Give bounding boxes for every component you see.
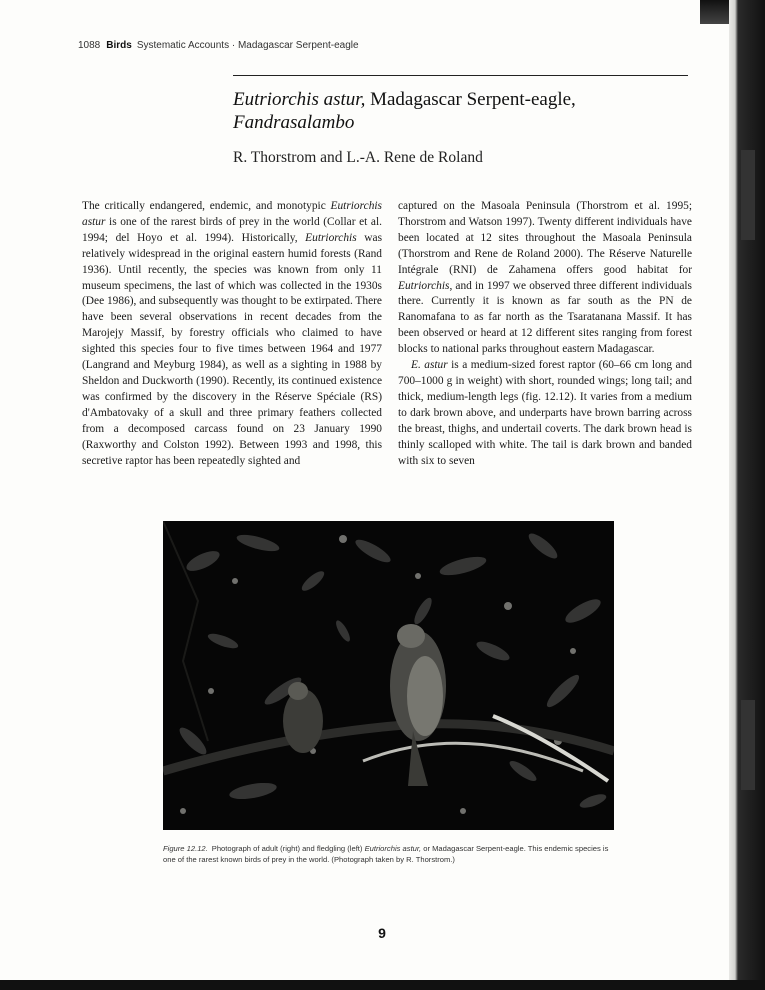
species-name: Eutriorchis astur xyxy=(82,200,382,228)
title-scientific-name: Eutriorchis astur, xyxy=(233,89,366,110)
page-number: 1088 xyxy=(78,40,101,51)
species-name: E. astur xyxy=(411,359,448,372)
forest-raptor-photo xyxy=(163,521,614,830)
text-run: , and in 1997 we observed three different individuals there. Currently it is known as far south as the PN de Ranomafana to as far north as the Tsaratanana Massif. It has been observed or heard at 12 different sites ranging from forest blocks to national parks throughout eastern Madagascar. xyxy=(398,279,692,356)
text-run: is one of the rarest birds of prey in the world (Collar et al. 1994; del Hoyo et al. 1994). Historically, xyxy=(82,215,382,244)
title-common-name: Madagascar Serpent-eagle, xyxy=(365,89,576,110)
article-authors: R. Thorstrom and L.-A. Rene de Roland xyxy=(233,149,483,166)
subsection-name: Systematic Accounts · Madagascar Serpent-eagle xyxy=(136,40,359,51)
paragraph xyxy=(82,199,382,469)
running-head xyxy=(78,40,359,51)
body-column-right xyxy=(398,199,692,469)
scan-edge-bottom xyxy=(0,980,765,990)
title-rule xyxy=(233,75,688,76)
text-run: was relatively widespread in the original eastern humid forests (Rand 1936). Until recently, the species was known from only 11 museum specimens, the last of which was collected in the 1930s (Dee 1986), and subsequently was thought to be extirpated. There have been several observations in recent decades from the Marojejy Massif, by forestry officials who claimed to have sighted this species four to five times between 1964 and 1977 (Langrand and Meyburg 1984), as well as a sighting in 1988 by Sheldon and Duckworth (1990). Recently, its continued existence was confirmed by the discovery in the Réserve Spéciale (RS) d'Ambatovaky of a skull and three primary feathers collected from a decomposed carcass found on 23 January 1990 (Raxworthy and Colston 1992). Between 1993 and 1998, this secretive raptor has been repeatedly sighted and xyxy=(82,231,382,467)
text-run: captured on the Masoala Peninsula (Thorstrom et al. 1995; Thorstrom and Watson 1997). Twenty different individuals have been located at 12 sites throughout the Masoala Peninsula (Thorstrom and Rene de Roland 2000). The Réserve Naturelle Intégrale (RNI) de Zahamena offers good habitat for xyxy=(398,200,692,276)
body-column-left xyxy=(82,199,382,469)
caption-species: Eutriorchis astur, xyxy=(364,844,422,853)
text-run: is a medium-sized forest raptor (60–66 cm long and 700–1000 g in weight) with short, rounded wings; long tail; and thick, medium-length legs (fig. 12.12). It varies from a medium to dark brown above, and underparts have brown barring across the breast, thighs, and undertail coverts. The dark brown head is thinly scalloped with white. The tail is dark brown and banded with six to seven xyxy=(398,359,692,467)
paragraph xyxy=(398,358,692,469)
genus-name: Eutriorchis xyxy=(305,231,357,244)
scan-shadow xyxy=(741,150,755,240)
title-local-name: Fandrasalambo xyxy=(233,112,355,133)
article-title xyxy=(233,88,673,134)
paragraph xyxy=(398,199,692,358)
scan-shadow xyxy=(741,700,755,790)
folio-number: 9 xyxy=(378,925,386,941)
text-run: The critically endangered, endemic, and monotypic xyxy=(82,200,331,212)
figure-label: Figure 12.12. xyxy=(163,844,208,853)
section-name: Birds xyxy=(106,40,132,51)
genus-name: Eutriorchis xyxy=(398,279,450,292)
scan-edge-right xyxy=(729,0,765,990)
figure-caption xyxy=(163,843,614,865)
figure-photograph xyxy=(163,521,614,830)
caption-text: or Madagascar Serpent-eagle. This endemic species is one of the rarest known birds of prey in the world. (Photograph taken by R. Thorstrom.) xyxy=(163,844,609,864)
caption-text: Photograph of adult (right) and fledgling (left) xyxy=(211,844,365,853)
